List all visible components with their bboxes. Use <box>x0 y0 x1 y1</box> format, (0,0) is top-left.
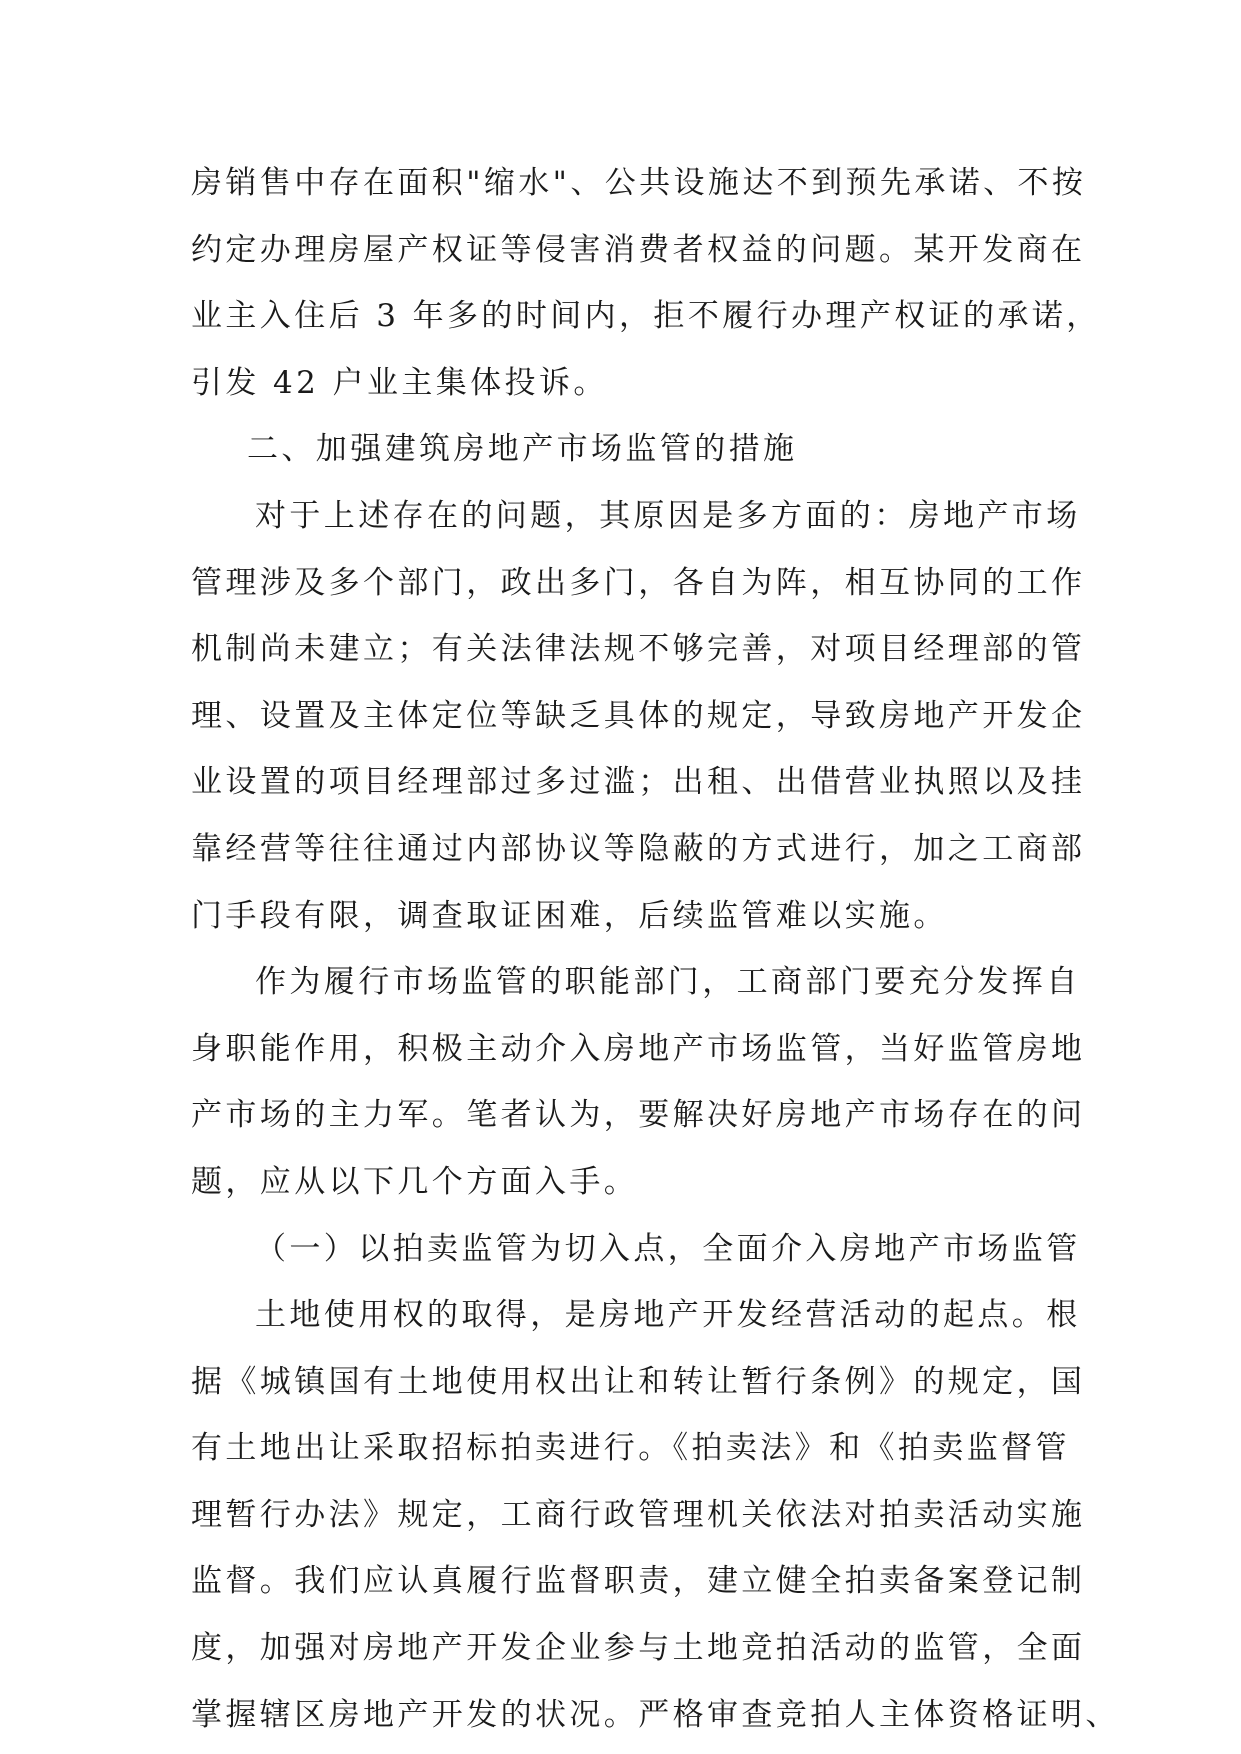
text-line: 房销售中存在面积"缩水"、公共设施达不到预先承诺、不按 <box>191 165 1087 201</box>
text-line: 二、加强建筑房地产市场监管的措施 <box>247 431 798 468</box>
text-line: 机制尚未建立；有关法律法规不够完善，对项目经理部的管 <box>191 631 1086 668</box>
text-line: 门手段有限，调查取证困难，后续监管难以实施。 <box>191 897 948 934</box>
text-line: 约定办理房屋产权证等侵害消费者权益的问题。某开发商在 <box>191 231 1086 268</box>
text-line: 据《城镇国有土地使用权出让和转让暂行条例》的规定，国 <box>191 1363 1086 1400</box>
text-line: 身职能作用，积极主动介入房地产市场监管，当好监管房地 <box>191 1030 1086 1067</box>
text-line: 作为履行市场监管的职能部门，工商部门要充分发挥自 <box>255 964 1081 1001</box>
text-line: 有土地出让采取招标拍卖进行。《拍卖法》和《拍卖监督管 <box>191 1430 1070 1467</box>
text-line: 业主入住后 3 年多的时间内，拒不履行办理产权证的承诺， <box>191 298 1101 335</box>
text-line: 掌握辖区房地产开发的状况。严格审查竞拍人主体资格证明、 <box>191 1696 1120 1733</box>
text-line: 引发 42 户业主集体投诉。 <box>191 364 608 401</box>
text-line: 理暂行办法》规定，工商行政管理机关依法对拍卖活动实施 <box>191 1496 1086 1533</box>
text-line: 土地使用权的取得，是房地产开发经营活动的起点。根 <box>255 1297 1081 1334</box>
text-line: （一）以拍卖监管为切入点，全面介入房地产市场监管 <box>255 1230 1081 1267</box>
text-line: 业设置的项目经理部过多过滥；出租、出借营业执照以及挂 <box>191 764 1086 801</box>
document-page <box>191 150 1120 1748</box>
text-line: 产市场的主力军。笔者认为，要解决好房地产市场存在的问 <box>191 1097 1086 1134</box>
text-line: 对于上述存在的问题，其原因是多方面的：房地产市场 <box>255 497 1081 534</box>
text-line: 监督。我们应认真履行监督职责，建立健全拍卖备案登记制 <box>191 1563 1086 1600</box>
text-line: 度，加强对房地产开发企业参与土地竞拍活动的监管，全面 <box>191 1630 1086 1667</box>
text-line: 题，应从以下几个方面入手。 <box>191 1163 639 1200</box>
text-line: 管理涉及多个部门，政出多门，各自为阵，相互协同的工作 <box>191 564 1086 601</box>
text-line: 理、设置及主体定位等缺乏具体的规定，导致房地产开发企 <box>191 697 1086 734</box>
text-line: 靠经营等往往通过内部协议等隐蔽的方式进行，加之工商部 <box>191 830 1086 867</box>
